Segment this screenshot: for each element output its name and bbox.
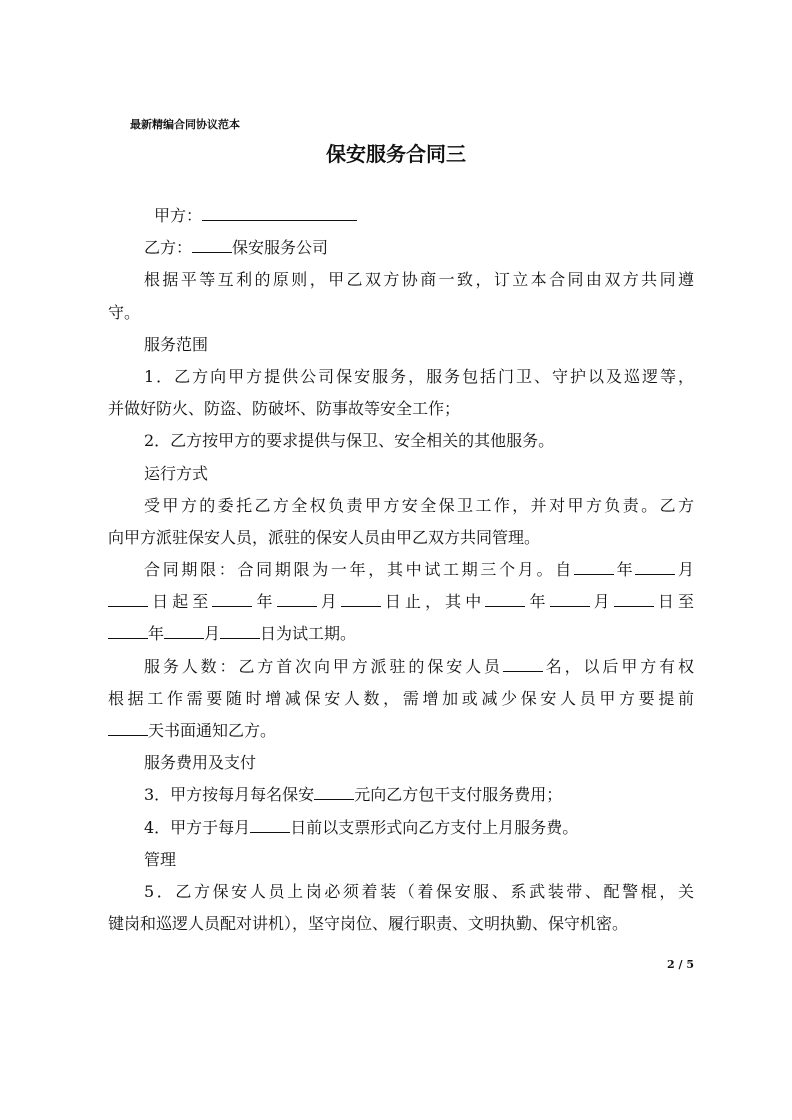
term-blank [635, 560, 675, 575]
item-5-line-1: 5．乙方保安人员上岗必须着装（着保安服、系武装带、配警棍，关 [144, 881, 694, 901]
staff-line-1 [108, 651, 694, 683]
party-b-blank [192, 238, 232, 253]
term-text: 合同期限：合同期限为一年，其中试工期三个月。自 [144, 560, 574, 580]
pay-day-blank [250, 818, 290, 833]
term-day-from: 日起至 [148, 592, 213, 612]
term-day-stop: 日止，其中 [380, 592, 486, 612]
term-blank [164, 624, 204, 639]
term-blank [108, 624, 148, 639]
term-day-trial: 日为试工期。 [260, 624, 357, 644]
term-blank [485, 592, 525, 607]
fee-blank [314, 785, 354, 800]
item-4-text: 4．甲方于每月 [144, 817, 251, 837]
item-1-line-2: 并做好防火、防盗、防破坏、防事故等安全工作； [108, 399, 461, 419]
operation-line-1: 受甲方的委托乙方全权负责甲方安全保卫工作，并对甲方负责。乙方 [144, 495, 694, 515]
intro-line-2: 守。 [108, 302, 141, 322]
term-year: 年 [148, 624, 165, 644]
section-heading-fee: 服务费用及支付 [144, 753, 257, 773]
page-number: 2 / 5 [667, 958, 694, 971]
term-line-2 [108, 586, 694, 618]
party-a-label: 甲方： [154, 206, 203, 225]
term-year: 年 [525, 592, 550, 612]
page-title: 保安服务合同三 [326, 142, 466, 166]
party-a-blank [202, 206, 357, 221]
item-2: 2．乙方按甲方的要求提供与保卫、安全相关的其他服务。 [144, 431, 555, 451]
section-heading-operation: 运行方式 [144, 463, 209, 483]
item-4 [108, 812, 694, 844]
term-line-1 [108, 554, 694, 586]
staff-text-3: 天书面通知乙方。 [148, 721, 277, 740]
term-blank [220, 624, 260, 639]
term-blank [277, 592, 317, 607]
term-blank [574, 560, 614, 575]
term-blank [341, 592, 381, 607]
staff-line-3 [108, 715, 694, 747]
section-heading-scope: 服务范围 [144, 334, 209, 354]
staff-blank [503, 657, 543, 672]
operation-line-2: 向甲方派驻保安人员，派驻的保安人员由甲乙双方共同管理。 [108, 527, 541, 547]
term-blank [550, 592, 590, 607]
item-3-text-2: 元向乙方包干支付服务费用； [354, 785, 563, 805]
intro-line-1: 根据平等互利的原则，甲乙双方协商一致，订立本合同由双方共同遵 [144, 270, 694, 290]
term-month: 月 [316, 592, 341, 612]
staff-line-2: 根据工作需要随时增减保安人数，需增加或减少保安人员甲方要提前 [108, 688, 694, 708]
party-b-label: 乙方： [144, 238, 193, 258]
term-line-3 [108, 618, 694, 650]
term-year: 年 [613, 560, 636, 580]
term-blank [212, 592, 252, 607]
term-year: 年 [252, 592, 277, 612]
term-day-to: 日至 [653, 592, 694, 612]
term-blank [108, 592, 148, 607]
item-3 [108, 779, 694, 811]
term-month: 月 [204, 624, 221, 644]
item-3-text: 3．甲方按每月每名保安 [144, 785, 315, 805]
section-heading-management: 管理 [144, 849, 177, 869]
term-month: 月 [675, 560, 694, 580]
header-note: 最新精编合同协议范本 [130, 118, 240, 131]
item-1-line-1: 1．乙方向甲方提供公司保安服务，服务包括门卫、守护以及巡逻等， [144, 366, 694, 386]
staff-text: 服务人数：乙方首次向甲方派驻的保安人员 [144, 656, 503, 676]
term-month: 月 [589, 592, 614, 612]
document-body [108, 200, 694, 940]
party-b-name: 保安服务公司 [232, 238, 329, 258]
party-a-line [108, 200, 694, 232]
party-b-line [108, 232, 694, 264]
item-5-line-2: 键岗和巡逻人员配对讲机），坚守岗位、履行职责、文明执勤、保守机密。 [108, 914, 629, 934]
staff-blank [108, 721, 148, 736]
item-4-text-2: 日前以支票形式向乙方支付上月服务费。 [290, 817, 579, 837]
term-blank [614, 592, 654, 607]
staff-text-2: 名，以后甲方有权 [542, 656, 694, 676]
